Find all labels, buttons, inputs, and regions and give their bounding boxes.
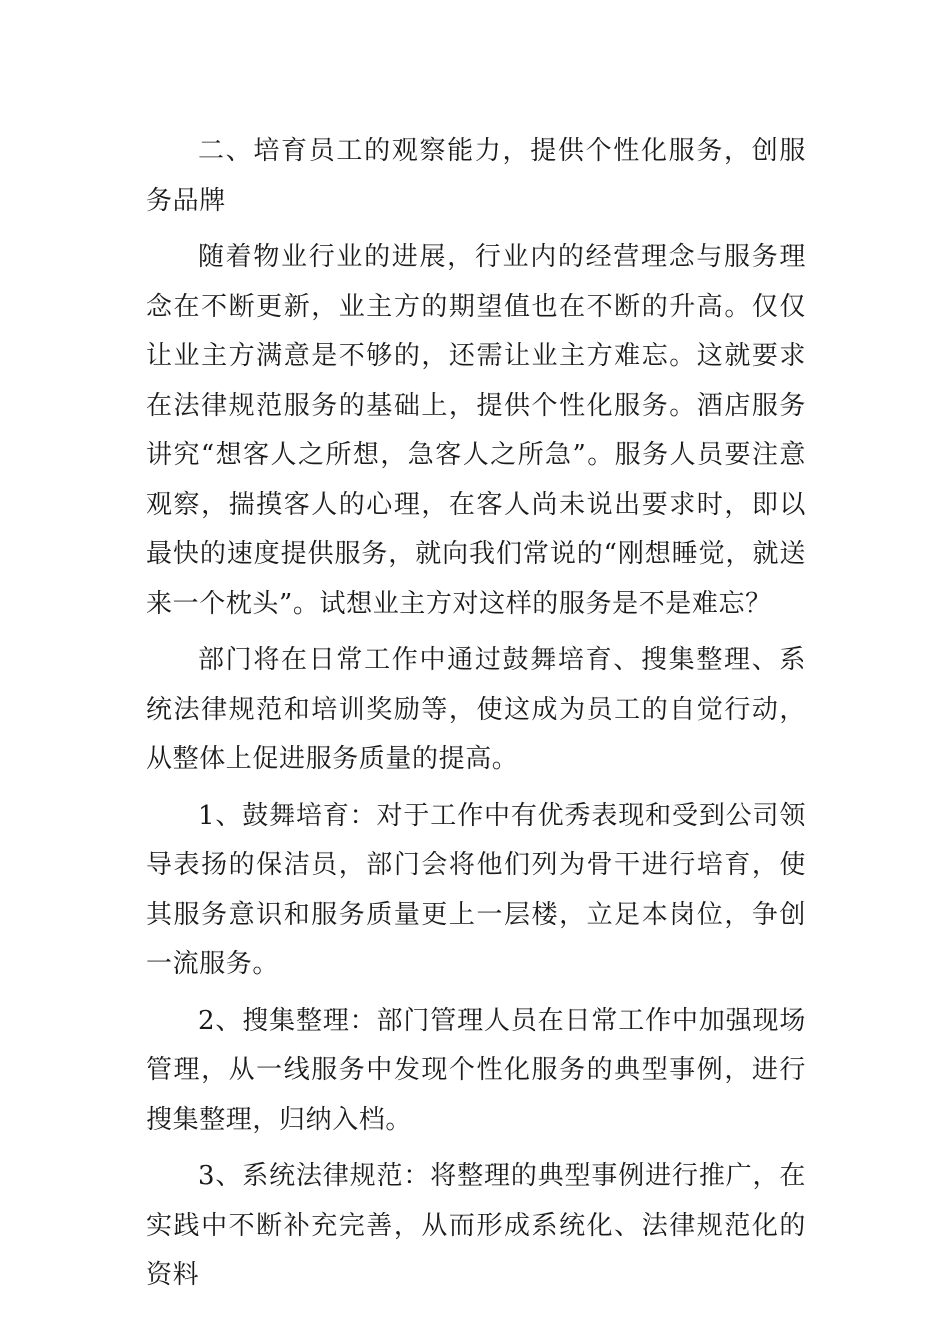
paragraph: 部门将在日常工作中通过鼓舞培育、搜集整理、系统法律规范和培训奖励等，使这成为员工的自觉行动，从整体上促进服务质量的提高。 — [146, 645, 806, 774]
section-heading: 二、培育员工的观察能力，提供个性化服务，创服务品牌 — [146, 136, 806, 216]
list-item-3: 3、系统法律规范：将整理的典型事例进行推广，在实践中不断补充完善，从而形成系统化、法律规范化的资料 — [146, 1161, 806, 1290]
list-item-2: 2、搜集整理：部门管理人员在日常工作中加强现场管理，从一线服务中发现个性化服务的典型事例，进行搜集整理，归纳入档。 — [146, 1005, 806, 1135]
document-body — [146, 127, 806, 1308]
paragraph: 随着物业行业的进展，行业内的经营理念与服务理念在不断更新，业主方的期望值也在不断的升高。仅仅让业主方满意是不够的，还需让业主方难忘。这就要求在法律规范服务的基础上，提供个性化服务。酒店服务讲究“想客人之所想，急客人之所急”。服务人员要注意观察，揣摸客人的心理，在客人尚未说出要求时，即以最快的速度提供服务，就向我们常说的“刚想睡觉，就送来一个枕头”。试想业主方对这样的服务是不是难忘？ — [146, 242, 806, 619]
list-item-1: 1、鼓舞培育：对于工作中有优秀表现和受到公司领导表扬的保洁员，部门会将他们列为骨干进行培育，使其服务意识和服务质量更上一层楼，立足本岗位，争创一流服务。 — [146, 800, 806, 979]
